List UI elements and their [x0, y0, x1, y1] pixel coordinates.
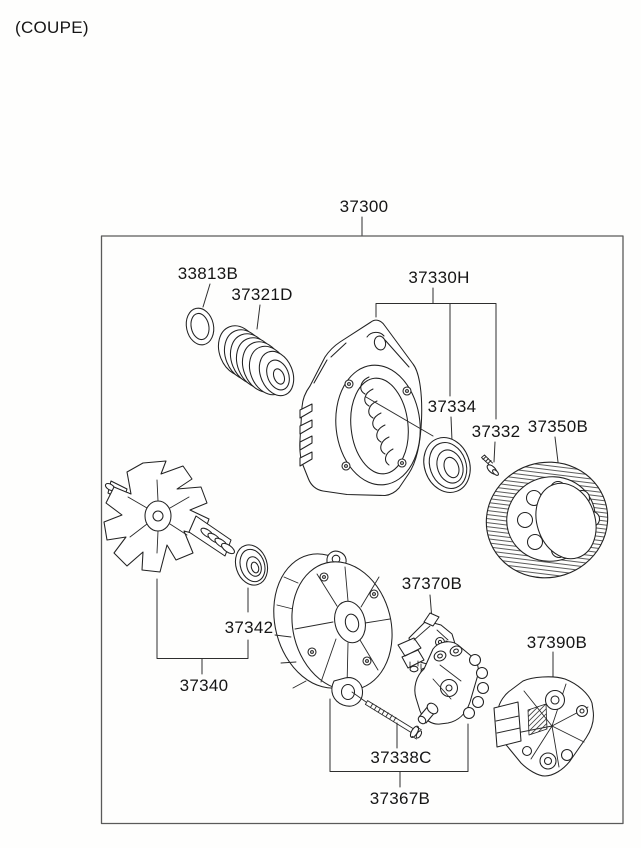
bearing-screw-drawing [482, 455, 500, 476]
front-bearing-drawing [416, 431, 477, 499]
front-bearing-label: 37334 [427, 397, 477, 416]
bearing-screw-leader-line [494, 442, 495, 462]
through-bolt-drawing [365, 701, 422, 739]
rear-bearing-label: 37342 [224, 618, 274, 637]
washer-label: 33813B [177, 264, 239, 283]
rear-bracket-label: 37367B [369, 789, 431, 808]
rear-frame-drawing [260, 543, 405, 706]
screw-head [492, 469, 500, 477]
bolt-label: 37338C [370, 748, 432, 767]
rotor-label: 37340 [179, 676, 229, 695]
rotor-drawing [104, 461, 236, 572]
washer-drawing [183, 306, 217, 348]
rear-cover-terminal-tab [494, 702, 521, 747]
bolt-threads [371, 704, 396, 722]
stator-leader-line [555, 437, 558, 462]
regulator-label: 37370B [401, 574, 463, 593]
pulley-drawing [211, 320, 300, 401]
front-bearing-leader-line [451, 417, 452, 441]
front-bracket-drawing [300, 320, 426, 495]
rear-cover-label: 37390B [526, 633, 588, 652]
stator-label: 37350B [527, 417, 589, 436]
bearing-screw-label: 37332 [471, 422, 521, 441]
pulley-label: 37321D [231, 285, 293, 304]
assembly-code-label: 37300 [339, 197, 389, 216]
screw-shank [482, 455, 493, 466]
variant-note-label: (COUPE) [15, 18, 89, 37]
rear-cover-vent-grille [528, 704, 547, 735]
pulley-leader-line [257, 305, 260, 329]
washer-leader-line [203, 284, 210, 307]
rear-cover-drawing [494, 677, 593, 776]
front-bracket-label: 37330H [408, 268, 470, 287]
rear-bearing-drawing [230, 541, 272, 590]
bolt-shank [365, 701, 415, 734]
